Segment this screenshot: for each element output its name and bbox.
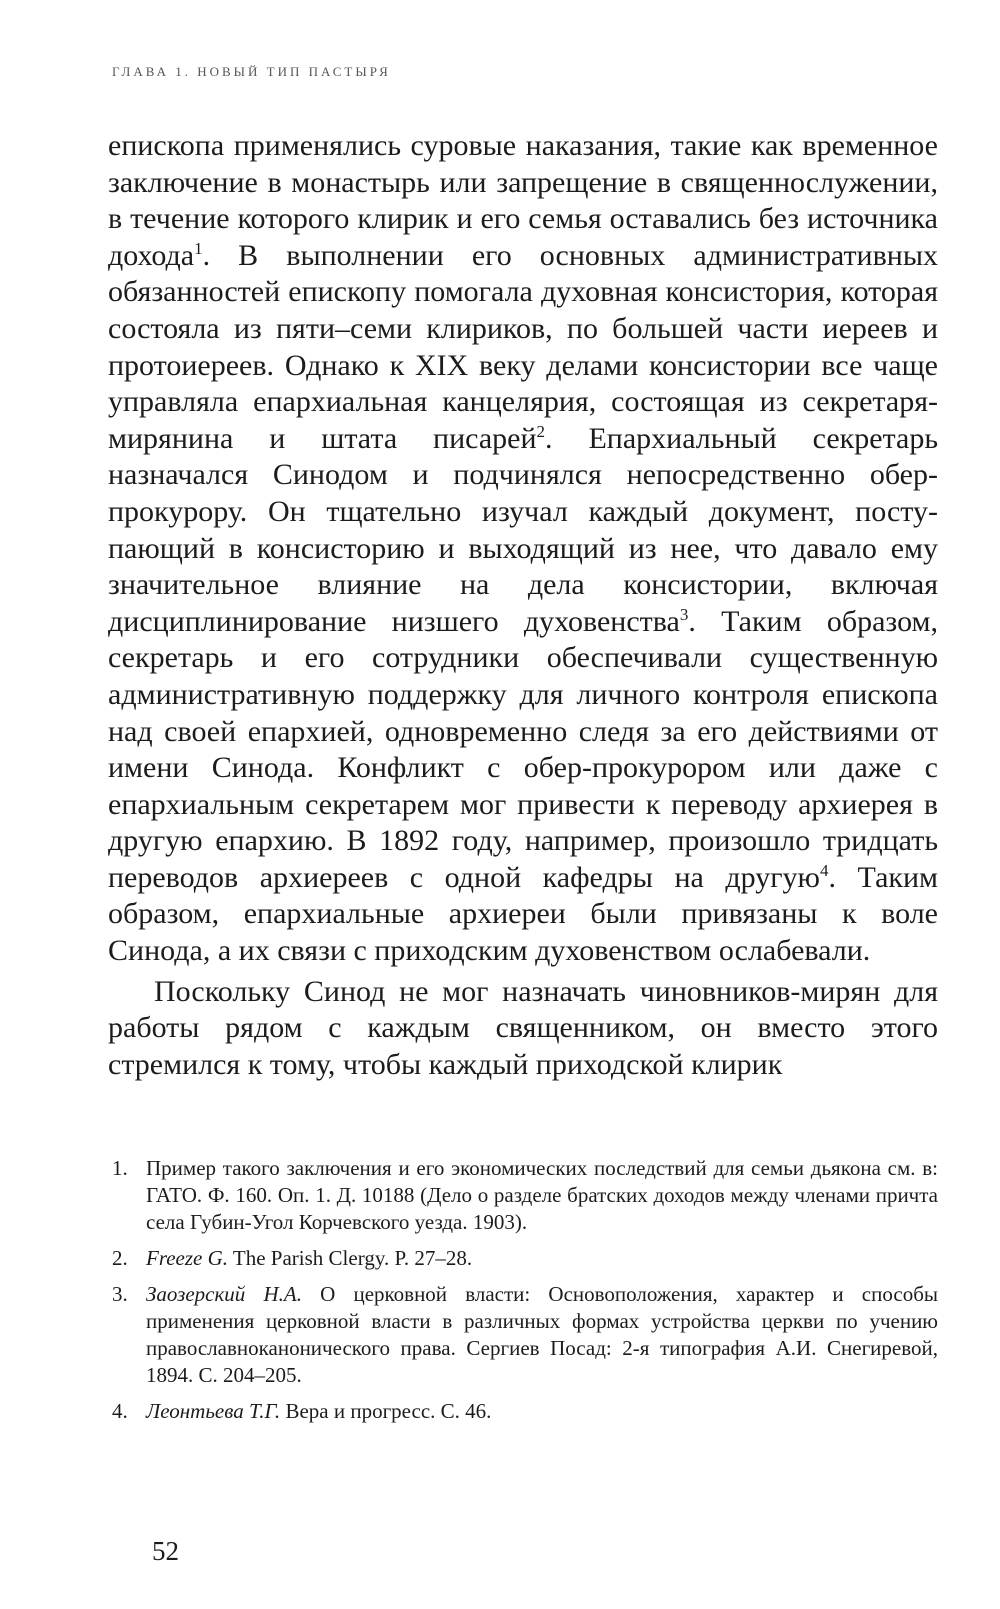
footnote-reference-3: 3	[679, 604, 689, 624]
footnote-2	[112, 1245, 938, 1272]
footnote-number: 3.	[112, 1282, 128, 1306]
footnote-number: 2.	[112, 1246, 128, 1270]
paragraph-2: Поскольку Синод не мог назначать чиновников-мирян для работы рядом с каждым священником, он вместо этого стремился к тому, чтобы каждый приходской клирик	[108, 974, 938, 1081]
footnote-text: Вера и прогресс. С. 46.	[280, 1399, 492, 1423]
footnote-text: The Parish Clergy. P. 27–28.	[228, 1246, 473, 1270]
footnote-author: Заозерский Н.А.	[146, 1282, 302, 1306]
text-segment: . Таким образом, секретарь и его сотрудники обеспечивали существенную административную поддержку для личного контроля епископа над своей епархией, одновременно следя за его действиями от имени Синода. Конфликт с обер-прокурором или даже с епархиальным секретарем мог привести к переводу архиерея в другую епархию. В 1892 году, например, произошло тридцать переводов архиереев с одной кафедры на другую	[108, 604, 938, 894]
text-segment: . Таким образом, епархиальные архиереи были привязаны к воле Синода, а их связи с приходским духовенством ослабевали.	[108, 860, 939, 968]
footnotes	[112, 1155, 938, 1434]
text-segment: епископа применялись суровые наказания, такие как временное заключение в монастырь или запрещение в священнослужении, в течение которого клирик и его семья оставались без источника дохода	[108, 129, 938, 272]
footnote-reference-4: 4	[819, 860, 829, 880]
text-segment: . Епархиальный секретарь назначался Синодом и подчинялся непосредственно обер-прокурору. Он тщательно изучал каждый документ, поступающий в консисторию и выходящий из нее, что давало ему значительное влияние на дела консистории, включая дисциплинирование низшего духовенства	[108, 421, 939, 638]
footnote-number: 1.	[112, 1156, 128, 1180]
footnote-3	[112, 1281, 938, 1389]
footnote-number: 4.	[112, 1399, 128, 1423]
footnote-1	[112, 1155, 938, 1236]
text-segment: . В выполнении его основных административных обязанностей епископу помогала духовная консистория, которая состояла из пяти–семи клириков, по большей части иереев и протоиереев. Однако к XIX веку делами консистории все чаще управляла епархиальная канцелярия, состоящая из секретаря-мирянина и штата писарей	[108, 238, 938, 455]
footnote-author: Леонтьева Т.Г.	[146, 1399, 281, 1423]
footnote-reference-2: 2	[536, 421, 546, 441]
running-header: ГЛАВА 1. НОВЫЙ ТИП ПАСТЫРЯ	[112, 64, 391, 79]
footnote-author: Freeze G.	[146, 1246, 229, 1270]
footnote-text: Пример такого заключения и его экономических последствий для семьи дьякона см. в: ГАТО. Ф. 160. Оп. 1. Д. 10188 (Дело о разделе братских доходов между членами причта села Губин-Угол Корчевского уезда. 1903).	[146, 1156, 938, 1234]
page-number: 52	[152, 1536, 179, 1566]
main-text	[108, 128, 938, 1083]
footnote-reference-1: 1	[194, 238, 203, 258]
footnote-text: О церковной власти: Основоположения, характер и способы применения церковной власти в различных формах устройства церкви по учению православноканонического права. Сергиев Посад: 2-я типография А.И. Снегиревой, 1894. С. 204–205.	[146, 1282, 938, 1387]
paragraph-1	[108, 128, 938, 970]
footnote-4	[112, 1398, 938, 1425]
